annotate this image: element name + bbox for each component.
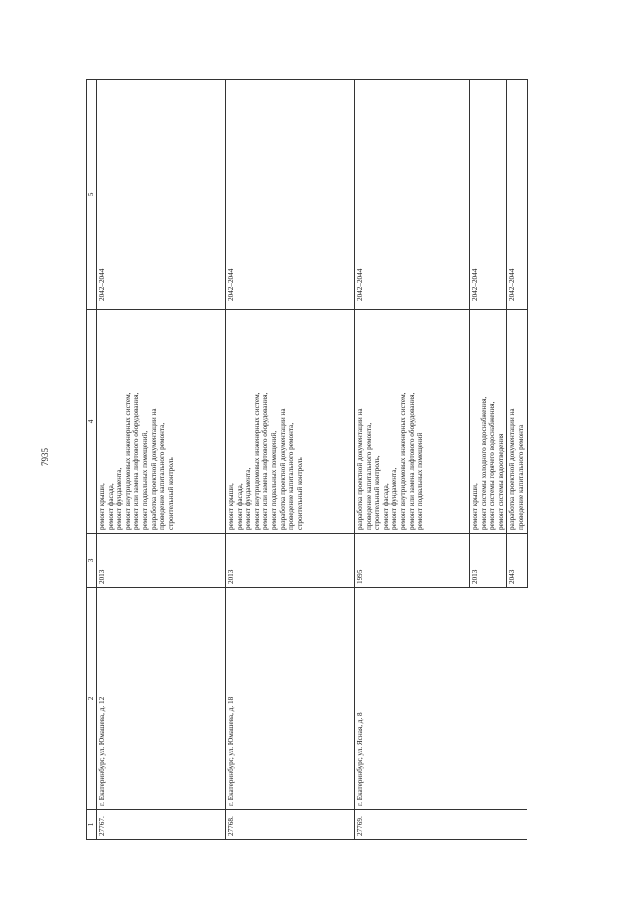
work-item: ремонт системы водоотведения — [496, 433, 505, 530]
work-item: ремонт внутридомовых инженерных систем, — [123, 392, 132, 530]
work-item: проведение капитального ремонта, — [364, 422, 373, 530]
work-item: ремонт внутридомовых инженерных систем, — [252, 392, 261, 530]
work-item: ремонт фундамента, — [115, 467, 124, 530]
address-cell: г. Екатеринбург, ул. Юмашева, д. 12 — [97, 588, 226, 810]
works-cell — [97, 310, 226, 534]
header-cell: 3 — [87, 534, 97, 588]
work-item: ремонт фасада, — [106, 483, 115, 530]
work-item: разработка проектной документации на — [508, 408, 517, 530]
work-item: проведение капитального ремонта, — [158, 422, 167, 530]
work-item: ремонт фасада, — [381, 483, 390, 530]
year-cell: 2013 — [97, 534, 226, 588]
year-cell: 2013 — [226, 534, 355, 588]
work-item: ремонт или замена лифтового оборудования, — [261, 392, 270, 530]
address-cell: г. Екатеринбург, ул. Юмашева, д. 18 — [226, 588, 355, 810]
row-number: 27767. — [97, 810, 226, 840]
year-cell: 1995 — [355, 534, 470, 588]
work-item: ремонт подвальных помещений — [416, 432, 425, 530]
row-number: 27769. — [355, 810, 528, 840]
work-item: ремонт фундамента, — [390, 467, 399, 530]
work-item: ремонт подвальных помещений, — [269, 430, 278, 530]
repair-schedule-table — [86, 79, 528, 840]
work-item: ремонт подвальных помещений, — [140, 430, 149, 530]
header-cell: 5 — [87, 80, 97, 310]
header-row — [87, 80, 97, 840]
address-cell: г. Екатеринбург, ул. Ясная, д. 8 — [355, 588, 528, 810]
works-cell — [507, 310, 527, 534]
period-cell: 2042–2044 — [97, 80, 226, 310]
work-item: ремонт фасада, — [235, 483, 244, 530]
work-item: ремонт фундамента, — [244, 467, 253, 530]
table-row — [226, 80, 355, 840]
row-number: 27768. — [226, 810, 355, 840]
work-item: ремонт или замена лифтового оборудования, — [407, 392, 416, 530]
works-cell — [470, 310, 507, 534]
page-number: 7935 — [40, 448, 50, 466]
work-item: проведение капитального ремонта — [516, 424, 525, 530]
period-cell: 2042–2044 — [226, 80, 355, 310]
table-row — [355, 80, 470, 840]
works-cell — [226, 310, 355, 534]
work-item: строительный контроль — [295, 457, 304, 530]
work-item: ремонт системы горячего водоснабжения, — [488, 401, 497, 530]
header-cell: 4 — [87, 310, 97, 534]
works-cell — [355, 310, 470, 534]
year-cell: 2043 — [507, 534, 527, 588]
work-item: разработка проектной документации на — [278, 408, 287, 530]
period-cell: 2042–2044 — [355, 80, 470, 310]
period-cell: 2042–2044 — [470, 80, 507, 310]
work-item: разработка проектной документации на — [356, 408, 364, 530]
work-item: ремонт внутридомовых инженерных систем, — [398, 392, 407, 530]
work-item: ремонт системы холодного водоснабжения, — [479, 396, 488, 530]
work-item: строительный контроль, — [373, 455, 382, 530]
work-item: разработка проектной документации на — [149, 408, 158, 530]
year-cell: 2013 — [470, 534, 507, 588]
header-cell: 2 — [87, 588, 97, 810]
work-item: ремонт или замена лифтового оборудования, — [132, 392, 141, 530]
work-item: ремонт крыши, — [227, 483, 235, 530]
work-item: проведение капитального ремонта, — [287, 422, 296, 530]
work-item: ремонт крыши, — [98, 483, 106, 530]
work-item: ремонт крыши, — [471, 483, 479, 530]
table-row — [97, 80, 226, 840]
period-cell: 2042–2044 — [507, 80, 527, 310]
work-item: строительный контроль — [166, 457, 175, 530]
header-cell: 1 — [87, 810, 97, 840]
rotated-table-container — [86, 80, 532, 840]
